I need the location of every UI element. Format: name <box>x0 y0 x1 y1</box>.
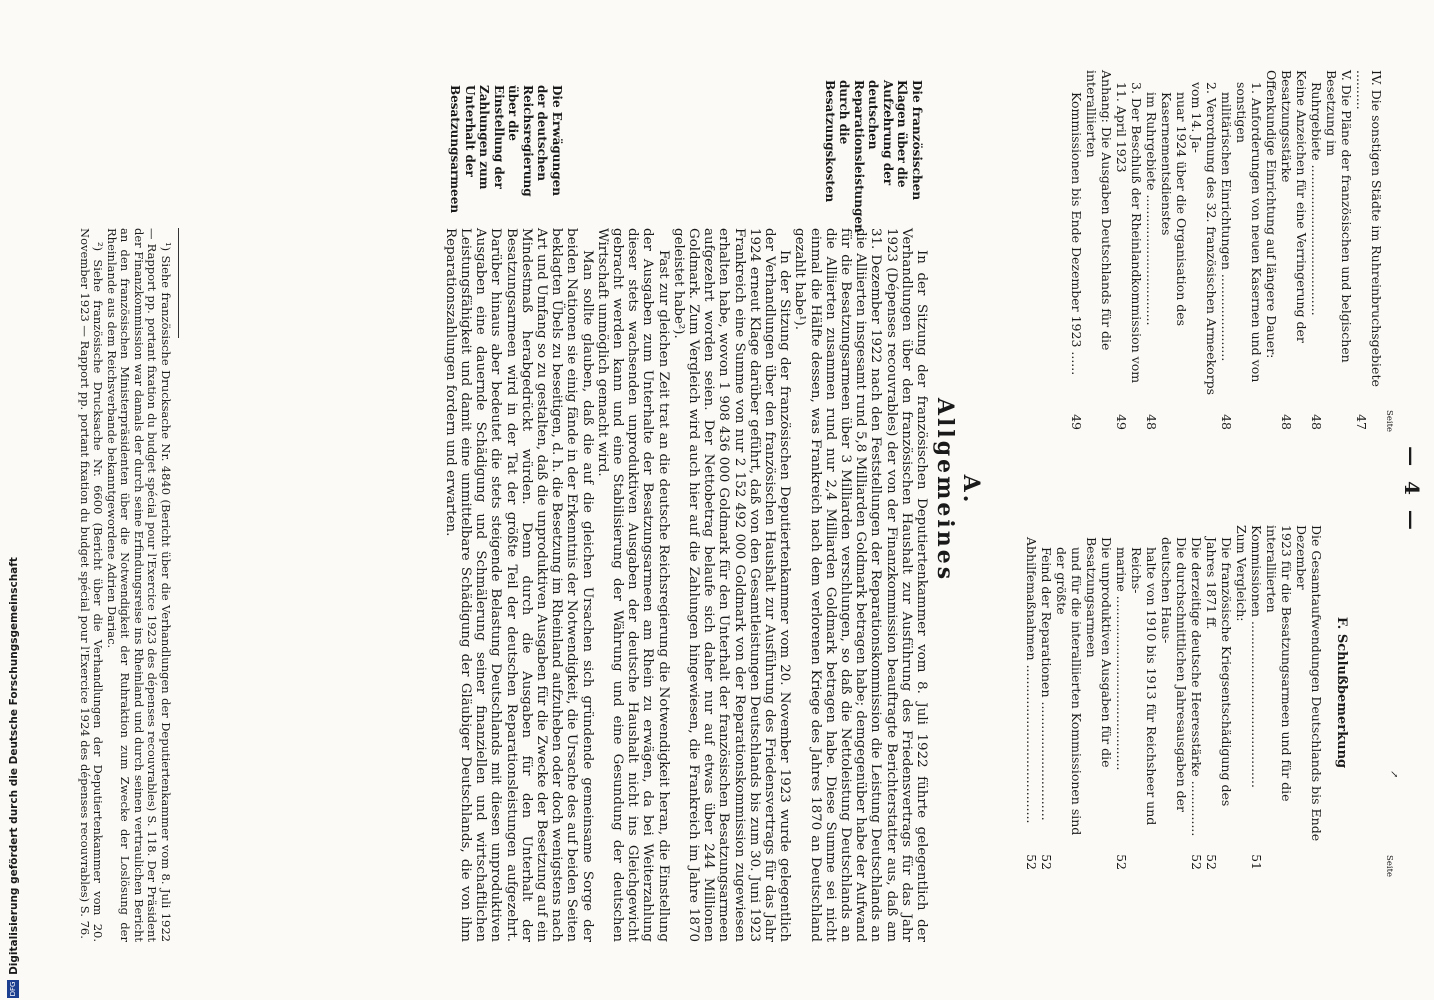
toc-left-row <box>1069 70 1084 430</box>
toc-left-row <box>1114 70 1144 430</box>
toc-left-row <box>1309 70 1324 430</box>
margin-note-2: Die Erwägungen der deutschen Reichsregierung über die Einstellung der Zahlungen zum Unterhalt der Besatzungsarmeen <box>448 85 564 214</box>
toc-right-row-text: und für die interalliierten Kommissionen sind der größte <box>1054 547 1084 836</box>
toc-right-row-text: Die französische Kriegsentschädigung des Jahres 1871 ff. <box>1204 537 1234 807</box>
margin-note-1: Die französischen Klagen über die Aufzehrung der deutschen Reparationsleistungen durch die Besatzungskosten <box>823 80 924 233</box>
toc-right-row <box>1024 525 1039 870</box>
toc-right-row <box>1159 525 1189 870</box>
toc-left-row <box>1084 70 1114 430</box>
toc-left-row <box>1219 70 1234 430</box>
toc-right-row <box>1039 525 1054 870</box>
toc-left-row-text: 1. Anforderungen von neuen Kasernen und von sonstigen <box>1234 82 1264 383</box>
toc-right-row-text: Die Gesamtaufwendungen Deutschlands bis Ende Dezember <box>1294 525 1324 842</box>
toc-right-row-text: Zum Vergleich: <box>1234 525 1249 622</box>
toc-right-row-text: Feind der Reparationen .............................. <box>1039 547 1054 821</box>
toc-right-row <box>1114 525 1129 870</box>
toc-left-row-page: 48 <box>1279 414 1294 430</box>
toc-left-row <box>1264 70 1279 430</box>
toc-left-row <box>1279 70 1309 430</box>
scan-mark: ↗ <box>1388 770 1399 779</box>
toc-right-row-page: 52 <box>1114 854 1129 870</box>
page-number: — 4 — <box>1400 446 1424 534</box>
section-title: A. Allgemeines <box>932 397 984 583</box>
toc-right-row <box>1189 525 1204 870</box>
toc-right-row <box>1084 525 1114 870</box>
toc-left-row-text: im Ruhrgebiete ................................. <box>1144 92 1159 326</box>
toc-left-row-text: Offenkundige Einrichtung auf längere Dauer: <box>1264 70 1279 359</box>
toc-left-row <box>1159 70 1189 430</box>
toc-left-row-text: 3. Der Beschluß der Rheinlandkommission vom 11. April 1923 <box>1114 82 1144 384</box>
toc-left-row-text: Ruhrgebiete ...................................... <box>1309 82 1324 316</box>
seite-label-right: Seite <box>1384 855 1394 878</box>
toc-right-row-text: Die unproduktiven Ausgaben für die Besatzungsarmeen <box>1084 537 1114 768</box>
body-paragraph-3: Fast zur gleichen Zeit trat an die deutsche Reichsregierung die Notwendigkeit heran, die Einstellung der Ausgaben zum Unterhalte der Besatzungsarmeen am Rhein zu erwägen, da bei Weiterzahlung dieser stets wachsenden unproduktiven Ausgaben der deutsche Haushalt nicht ins Gleichgewicht gebracht werden kann und eine Stabilisierung der Währung und eine Gesundung der deutschen Wirtschaft unmöglich gemacht wird. <box>594 228 671 942</box>
footnotes <box>78 228 173 942</box>
body-text <box>443 228 930 942</box>
toc-right-row-text: Abhilfemaßnahmen ........................................ <box>1024 537 1039 824</box>
body-paragraph-4: Man sollte glauben, daß die auf die gleichen Ursachen sich gründende gemeinsame Sorge der beiden Nationen sie einig fände in der Erkenntnis der Notwendigkeit, die Ursache des auf beiden Seiten beklagten Übels zu beseitigen, d. h. die Besetzung im Rheinland aufzuheben oder doch wenigstens nach Art und Umfang so zu gestalten, daß die unproduktiven Ausgaben für die Zwecke der Besetzung auf ein Mindestmaß herabgedrückt würden. Denn durch die Ausgaben für den Unterhalt der Besatzungsarmeen wird in der Tat der größte Teil der deutschen Reparationsleistungen aufgezehrt. Darüber hinaus aber bedeutet die stets steigende Belastung Deutschlands mit diesen unproduktiven Ausgaben eine dauernde Schädigung und Schmälerung seiner finanziellen und wirtschaftlichen Leistungsfähigkeit und damit eine unmittelbare Schädigung der Gläubiger Deutschlands, die von ihm Reparationszahlungen fordern und erwarten. <box>442 228 595 942</box>
toc-right-row <box>1054 525 1084 870</box>
body-paragraph-1: In der Sitzung der französischen Deputiertenkammer vom 8. Juli 1922 führte gelegentlich der Verhandlungen über den französischen Haushalt zur Ausführung des Friedensvertrags für das Jahr 1923 (Dépenses recouvrables) der von der Finanzkommission beauftragte Berichterstatter aus, daß am 31. Dezember 1922 nach den Feststellungen der Reparationskommission die Leistung Deutschlands an die Alliierten insgesamt rund 5,8 Milliarden Goldmark betragen habe; demgegenüber habe der Aufwand für die Besatzungsarmeen über 3 Milliarden verschlungen, so daß die Nettoleistung Deutschlands an die Alliierten zusammen rund nur 2,4 Milliarden Goldmark betragen habe. Diese Summe sei nicht einmal die Hälfte dessen, was Frankreich nach dem verlorenen Kriege des Jahres 1870 an Deutschland gezahlt habe¹). <box>792 228 929 942</box>
toc-left <box>1069 70 1384 430</box>
credit-text: Digitalisierung gefördert durch die Deutsche Forschungsgemeinschaft <box>8 557 20 975</box>
toc-right <box>1024 525 1324 870</box>
toc-right-row-page: 52 <box>1189 854 1204 870</box>
toc-left-row-text: Anhang: Die Ausgaben Deutschlands für die interalliierten <box>1084 70 1114 351</box>
digitization-credit <box>0 0 18 1000</box>
toc-right-row-text: Die derzeitige deutsche Heeresstärke .............. <box>1189 537 1204 837</box>
toc-right-row-text: marine ............................................ <box>1114 547 1129 771</box>
toc-right-row <box>1234 525 1249 870</box>
toc-left-row-page: 49 <box>1069 414 1084 430</box>
toc-left-row-text: 2. Verordnung des 32. französischen Armeekorps vom 14. Ja- <box>1189 82 1219 396</box>
toc-left-row-page: 48 <box>1309 414 1324 430</box>
toc-left-row-text: V. Die Pläne der französischen und belgischen Besetzung im <box>1324 70 1354 363</box>
toc-left-row <box>1324 70 1354 430</box>
toc-right-row <box>1129 525 1159 870</box>
footnote-rule <box>178 228 179 338</box>
toc-right-row-page: 52 <box>1204 854 1219 870</box>
toc-left-row-text: militärischen Einrichtungen ...................... <box>1219 92 1234 362</box>
toc-right-row <box>1264 525 1294 870</box>
toc-left-row-text: Kommissionen bis Ende Dezember 1923 ...... <box>1069 92 1084 376</box>
toc-right-row <box>1249 525 1264 870</box>
toc-left-row-text: IV. Die sonstigen Städte im Ruhreinbruchsgebiete .......... <box>1354 70 1384 387</box>
toc-right-row-text: halte von 1910 bis 1913 für Reichsheer und Reichs- <box>1129 547 1159 826</box>
toc-left-row-page: 47 <box>1354 414 1369 430</box>
toc-right-row-page: 52 <box>1039 854 1054 870</box>
toc-right-row-page: 51 <box>1249 854 1264 870</box>
toc-right-row-text: 1923 für die Besatzungsarmeen und für die interalliierten <box>1264 525 1294 802</box>
footnote-2: ²) Siehe französische Drucksache Nr. 6600 (Bericht über die Verhandlungen der Deputiertenkammer vom 20. November 1923 — Rapport pp. portant fixation du budget spécial pour l'Exercice 1924 des dépenses recouvrables) S. 76. <box>78 228 106 942</box>
toc-left-row <box>1189 70 1219 430</box>
toc-left-row <box>1354 70 1384 430</box>
toc-right-row-text: Kommissionen .......................................... <box>1249 525 1264 788</box>
toc-left-row-page: 48 <box>1219 414 1234 430</box>
toc-left-row-text: Keine Anzeichen für eine Verringerung der Besatzungsstärke <box>1279 70 1309 343</box>
toc-right-row <box>1204 525 1234 870</box>
toc-right-row-page: 52 <box>1024 854 1039 870</box>
toc-left-row-page: 48 <box>1144 414 1159 430</box>
toc-right-heading: F. Schlußbemerkung <box>1334 616 1349 769</box>
toc-left-row-text: nuar 1924 über die Organisation des Kasernementsdienstes <box>1159 92 1189 327</box>
toc-left-row-page: 49 <box>1114 414 1129 430</box>
toc-right-row <box>1294 525 1324 870</box>
toc-right-row-text: Die durchschnittlichen Jahresausgaben der deutschen Haus- <box>1159 537 1189 812</box>
dfg-logo-icon: DFG <box>8 981 17 997</box>
seite-label-left: Seite <box>1384 410 1394 433</box>
toc-left-row <box>1234 70 1264 430</box>
toc-left-row <box>1144 70 1159 430</box>
footnote-1: ¹) Siehe französische Drucksache Nr. 4840 (Bericht über die Verhandlungen der Deputiertenkammer vom 8. Juli 1922 — Rapport pp. portant fixation du budget spécial pour l'Exercice 1923 des dépenses recouvrables) S. 118. Der Präsident der Finanzkommission war damals der durch seine Erfindungsreise ins Rheinland und durch seinen vertraulichen Bericht an den französischen Ministerpräsidenten über die Notwendigkeit der Ruhraktion zum Zwecke der Loslösung der Rheinlande aus dem Reichsverbande bekanntgewordene Adrien Dariac. <box>105 228 173 942</box>
body-paragraph-2: In der Sitzung der französischen Deputiertenkammer vom 20. November 1923 wurde gelegentlich der Verhandlungen über den französischen Haushalt zur Ausführung des Friedensvertrags für das Jahr 1924 erneut Klage darüber geführt, daß von den Gesamtleistungen Deutschlands bis zum 30. Juni 1923 Frankreich eine Summe von nur 2 152 492 000 Goldmark von der Reparationskommission zugewiesen erhalten habe, wovon 1 908 436 000 Goldmark für den Unterhalt der französischen Besatzungsarmeen aufgezehrt worden seien. Der Nettobetrag belaufe sich daher nur auf etwas über 244 Millionen Goldmark. Zum Vergleich wird auch hier auf die Zahlungen hingewiesen, die Frankreich im Jahre 1870 geleistet habe²). <box>670 228 793 942</box>
